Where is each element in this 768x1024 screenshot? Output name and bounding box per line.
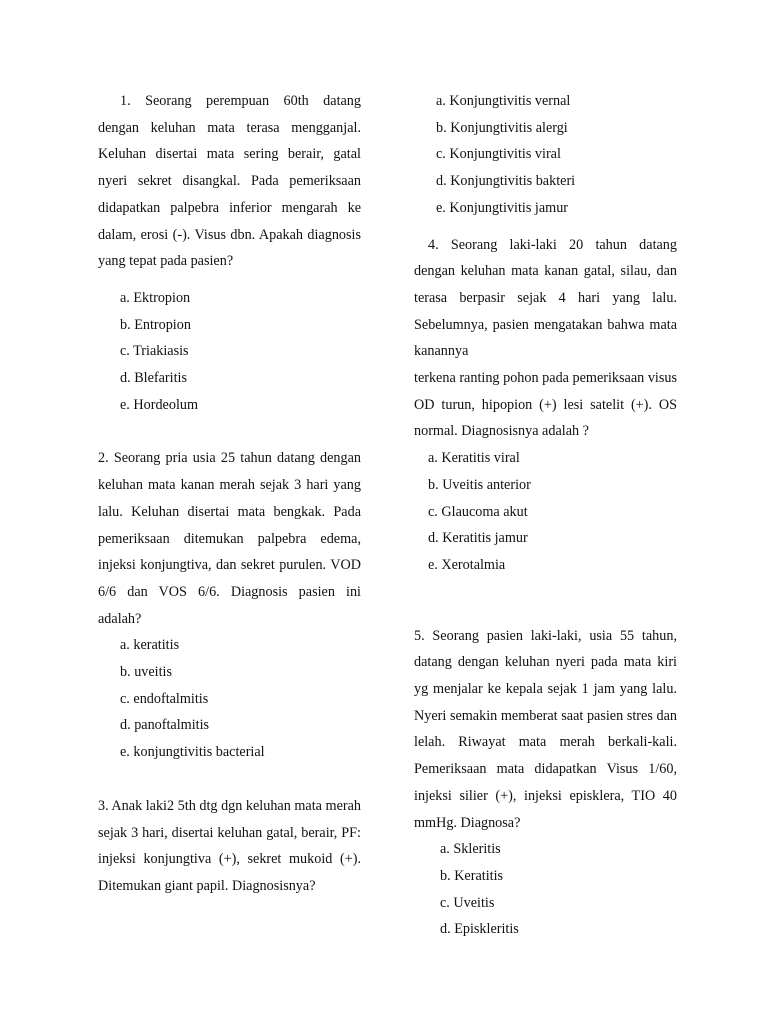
- question-2-options: [98, 632, 361, 766]
- question-1-options: [98, 285, 361, 419]
- option: b. Konjungtivitis alergi: [436, 119, 568, 136]
- question-3-options: [414, 88, 677, 222]
- option: b. Uveitis anterior: [428, 476, 531, 493]
- right-column: [414, 88, 677, 943]
- question-3-text: 3. Anak laki2 5th dtg dgn keluhan mata merah sejak 3 hari, disertai keluhan gatal, berair, PF: injeksi konjungtiva (+), sekret mukoid (+). Ditemukan giant papil. Diagnosisnya?: [98, 797, 361, 894]
- option: a. Skleritis: [440, 841, 501, 858]
- option: a. keratitis: [120, 637, 180, 654]
- option: b. uveitis: [120, 664, 173, 681]
- option: c. Triakiasis: [120, 343, 189, 360]
- option: b. Keratitis: [440, 867, 504, 884]
- question-4-text-continued: terkena ranting pohon pada pemeriksaan visus OD turun, hipopion (+) lesi satelit (+). OS normal. Diagnosisnya adalah ?: [414, 370, 677, 440]
- option: c. Konjungtivitis viral: [436, 146, 561, 163]
- option: d. Episkleritis: [440, 921, 519, 938]
- option: e. konjungtivitis bacterial: [120, 744, 265, 761]
- option: d. Konjungtivitis bakteri: [436, 173, 576, 190]
- option: a. Ektropion: [120, 289, 191, 306]
- question-1-text: 1. Seorang perempuan 60th datang dengan keluhan mata terasa mengganjal. Keluhan disertai mata sering berair, gatal nyeri sekret disangkal. Pada pemeriksaan didapatkan palpebra inferior mengarah ke dalam, erosi (-). Visus dbn. Apakah diagnosis yang tepat pada pasien?: [98, 93, 361, 270]
- question-5-options: [414, 836, 677, 943]
- option: b. Entropion: [120, 316, 191, 333]
- question-2-text: 2. Seorang pria usia 25 tahun datang dengan keluhan mata kanan merah sejak 3 hari yang lalu. Keluhan disertai mata bengkak. Pada pemeriksaan ditemukan palpebra edema, injeksi konjungtiva, dan sekret purulen. VOD 6/6 dan VOS 6/6. Diagnosis pasien ini adalah?: [98, 450, 361, 627]
- option: d. Blefaritis: [120, 370, 187, 387]
- option: c. Glaucoma akut: [428, 503, 528, 520]
- option: d. Keratitis jamur: [428, 530, 528, 547]
- option: c. Uveitis: [440, 894, 495, 911]
- option: c. endoftalmitis: [120, 690, 209, 707]
- option: a. Keratitis viral: [428, 450, 520, 467]
- option: e. Hordeolum: [120, 396, 199, 413]
- option: e. Konjungtivitis jamur: [436, 199, 569, 216]
- option: e. Xerotalmia: [428, 556, 506, 573]
- option: d. panoftalmitis: [120, 717, 210, 734]
- question-5-text: 5. Seorang pasien laki-laki, usia 55 tahun, datang dengan keluhan nyeri pada mata kiri yg menjalar ke kepala sejak 1 jam yang lalu. Nyeri semakin memberat saat pasien stres dan lelah. Riwayat mata merah berkali-kali. Pemeriksaan mata didapatkan Visus 1/60, injeksi silier (+), injeksi episklera, TIO 40 mmHg. Diagnosa?: [414, 627, 677, 831]
- question-4-text: 4. Seorang laki-laki 20 tahun datang dengan keluhan mata kanan gatal, silau, dan terasa berpasir sejak 4 hari yang lalu. Sebelumnya, pasien mengatakan bahwa mata kanannya: [414, 236, 677, 360]
- option: a. Konjungtivitis vernal: [436, 93, 571, 109]
- left-column: [98, 88, 361, 900]
- question-4-options: [414, 445, 677, 579]
